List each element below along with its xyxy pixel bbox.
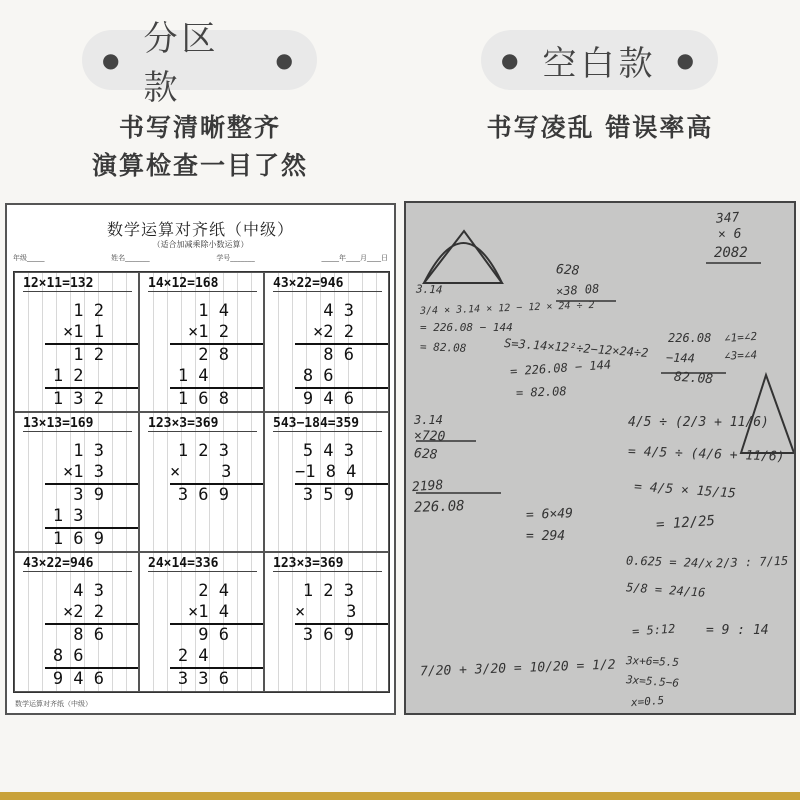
sheet-subtitle: （适合加减乘除小数运算） xyxy=(152,240,249,249)
scratch-note: ∠3=∠4 xyxy=(723,348,758,363)
scratch-note: = 82.08 xyxy=(515,384,567,400)
cell-equation: 24×14=336 xyxy=(148,556,257,572)
working-row: 8 6 xyxy=(45,646,138,669)
sheet-title: 数学运算对齐纸（中级） xyxy=(106,220,294,239)
scratch-note: 628 xyxy=(413,446,438,463)
bottom-accent-band xyxy=(0,792,800,800)
working-row: 1 3 2 xyxy=(52,389,104,409)
cell-working xyxy=(15,301,138,410)
working-row: 1 2 3 xyxy=(302,581,354,601)
working-row: 4 3 xyxy=(323,301,354,321)
triangle-sketch xyxy=(741,375,794,453)
scratch-note: ×38 08 xyxy=(555,281,600,299)
scratch-note: 3x+6=5.5 xyxy=(625,654,680,669)
scratch-note: = 4/5 ÷ (4/6 + 11/6) xyxy=(627,444,785,465)
working-row: 3 3 6 xyxy=(177,669,229,689)
scratch-note: ×720 xyxy=(413,428,446,445)
scratch-note: S=3.14×12²÷2−12×24÷2 xyxy=(503,335,649,361)
cell-equation: 543−184=359 xyxy=(273,416,382,432)
scratch-note: −144 xyxy=(665,350,696,366)
working-row: ×2 2 xyxy=(295,322,388,345)
working-row: −1 8 4 xyxy=(295,462,388,485)
blank-scratch-paper xyxy=(404,201,796,715)
working-row: 9 6 xyxy=(198,625,229,645)
working-row: ×1 3 xyxy=(45,462,138,485)
tag-partitioned xyxy=(82,19,317,108)
cell-equation: 14×12=168 xyxy=(148,276,257,292)
scratch-note: = 82.08 xyxy=(419,340,467,355)
worksheet-cell xyxy=(139,272,264,412)
cell-equation: 13×13=169 xyxy=(23,416,132,432)
scratch-note: = 5:12 xyxy=(631,621,676,639)
cell-working xyxy=(140,441,263,506)
scratch-note: = 6×49 xyxy=(525,506,574,523)
working-row: 9 4 6 xyxy=(52,669,104,689)
scratch-note: 3.14 xyxy=(414,413,443,427)
caption-right: 书写凌乱 错误率高 xyxy=(486,113,714,142)
worksheet-grid xyxy=(13,271,390,693)
working-row: 1 3 xyxy=(73,441,104,461)
worksheet-cell xyxy=(264,412,389,552)
working-row: × 3 xyxy=(170,462,263,485)
working-row: 1 6 9 xyxy=(52,529,104,549)
scratch-note: = 9 : 14 xyxy=(706,623,769,638)
cell-working xyxy=(15,581,138,690)
working-row: ×2 2 xyxy=(45,602,138,625)
tag-blank xyxy=(481,30,718,90)
working-row: 5 4 3 xyxy=(302,441,354,461)
scratch-note: = 4/5 × 15/15 xyxy=(633,479,737,502)
cell-working xyxy=(15,441,138,550)
working-row: 3 6 9 xyxy=(302,625,354,645)
cell-working xyxy=(265,581,388,646)
working-row: 3 5 9 xyxy=(302,485,354,505)
scratch-note: 226.08 xyxy=(413,498,465,516)
scratch-note: 2198 xyxy=(411,477,444,496)
semicircle-triangle-sketch xyxy=(424,231,502,283)
worksheet-cell xyxy=(139,552,264,692)
working-row: 1 4 xyxy=(198,301,229,321)
scratch-note: 347 xyxy=(715,210,740,227)
working-row: 1 2 xyxy=(73,301,104,321)
working-row: 1 6 8 xyxy=(177,389,229,409)
meta-number: 学号_______ xyxy=(216,254,255,262)
working-row: 1 3 xyxy=(45,506,138,529)
working-row: 8 6 xyxy=(323,345,354,365)
scratch-note: = 226.08 − 144 xyxy=(420,321,513,334)
bullet-icon: ● xyxy=(275,48,297,72)
working-row: 2 8 xyxy=(198,345,229,365)
bullet-icon: ● xyxy=(676,48,698,72)
tag-blank-label: 空白款 xyxy=(542,43,657,84)
scratch-note: ∠1=∠2 xyxy=(723,329,758,346)
worksheet-cell xyxy=(264,552,389,692)
sheet-meta xyxy=(13,253,388,263)
cell-equation: 43×22=946 xyxy=(273,276,382,292)
worksheet-cell xyxy=(14,412,139,552)
working-row: 3 9 xyxy=(73,485,104,505)
bullet-icon: ● xyxy=(501,48,523,72)
cell-working xyxy=(265,441,388,506)
scratch-note: 0.625 = 24/x xyxy=(625,553,713,571)
cell-equation: 12×11=132 xyxy=(23,276,132,292)
cell-equation: 123×3=369 xyxy=(273,556,382,572)
tag-partitioned-label: 分区款 xyxy=(143,19,220,108)
working-row: × 3 xyxy=(295,602,388,625)
working-row: ×1 4 xyxy=(170,602,263,625)
working-row: 2 4 xyxy=(198,581,229,601)
cell-working xyxy=(140,581,263,690)
working-row: 2 4 xyxy=(170,646,263,669)
working-row: 1 2 3 xyxy=(177,441,229,461)
working-row: 4 3 xyxy=(73,581,104,601)
worksheet-cell xyxy=(14,552,139,692)
arc-sketch xyxy=(424,243,502,283)
scratch-note: 3/4 × 3.14 × 12 − 12 × 24 ÷ 2 xyxy=(419,299,595,318)
cell-equation: 123×3=369 xyxy=(148,416,257,432)
working-row: 3 6 9 xyxy=(177,485,229,505)
scratch-note: 2082 xyxy=(714,245,748,261)
scratch-note: 628 xyxy=(555,262,580,279)
worksheet-cell xyxy=(139,412,264,552)
bullet-icon: ● xyxy=(102,48,124,72)
cell-working xyxy=(140,301,263,410)
scratch-note: 2/3 : 7/15 xyxy=(715,553,789,571)
caption-left-line-2: 演算检查一目了然 xyxy=(91,151,308,180)
sheet-footer: 数学运算对齐纸（中级） xyxy=(15,700,92,708)
scratch-note: 3.14 xyxy=(415,282,443,297)
scratch-note: 3x=5.5−6 xyxy=(625,673,680,690)
scratch-note: × 6 xyxy=(717,226,742,243)
meta-date: _____年____月____日 xyxy=(321,254,388,262)
working-row: 1 4 xyxy=(170,366,263,389)
scratch-note: 226.08 xyxy=(668,331,712,345)
scratch-note: = 294 xyxy=(526,529,566,544)
scratch-note: 82.08 xyxy=(673,369,714,388)
scratch-note: 7/20 + 3/20 = 10/20 = 1/2 xyxy=(419,657,616,680)
working-row: 8 6 xyxy=(73,625,104,645)
scratch-note: = 12/25 xyxy=(655,512,716,534)
scratch-note: x=0.5 xyxy=(630,693,665,710)
meta-grade: 年级_____ xyxy=(13,254,45,262)
cell-equation: 43×22=946 xyxy=(23,556,132,572)
cell-working xyxy=(265,301,388,410)
worksheet-cell xyxy=(14,272,139,412)
working-row: ×1 2 xyxy=(170,322,263,345)
scratch-note: 5/8 = 24/16 xyxy=(625,580,706,600)
working-row: 8 6 xyxy=(295,366,388,389)
scratch-note: 4/5 ÷ (2/3 + 11/6) xyxy=(628,415,769,430)
meta-name: 姓名_______ xyxy=(111,254,150,262)
working-row: 1 2 xyxy=(45,366,138,389)
worksheet-cell xyxy=(264,272,389,412)
scratch-note: = 226.08 − 144 xyxy=(509,357,612,379)
working-row: 1 2 xyxy=(73,345,104,365)
working-row: 9 4 6 xyxy=(302,389,354,409)
aligned-worksheet xyxy=(5,203,396,715)
caption-left-line-1: 书写清晰整齐 xyxy=(118,113,281,142)
working-row: ×1 1 xyxy=(45,322,138,345)
